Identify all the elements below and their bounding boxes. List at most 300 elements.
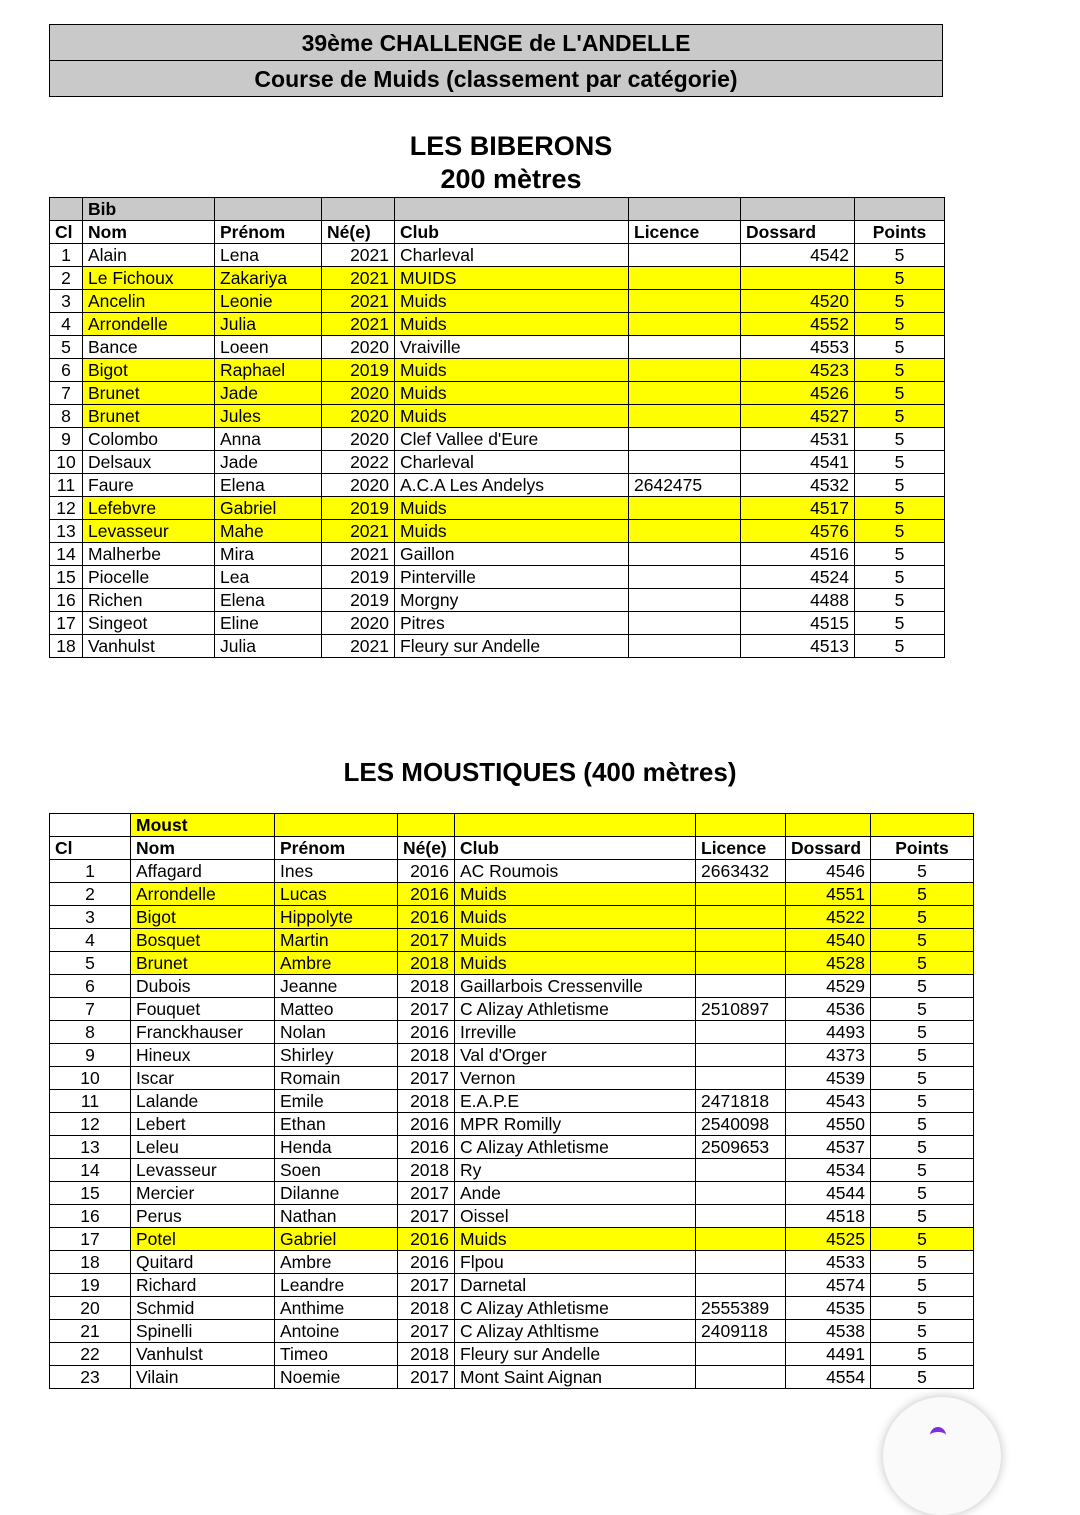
bib-number-cell: 4529 — [786, 975, 871, 998]
points-cell: 5 — [871, 1320, 974, 1343]
column-header: Prénom — [215, 221, 322, 244]
club-cell: Mont Saint Aignan — [455, 1366, 696, 1389]
column-header: Points — [871, 837, 974, 860]
name-cell: Richen — [83, 589, 215, 612]
name-cell: Perus — [131, 1205, 275, 1228]
name-cell: Mercier — [131, 1182, 275, 1205]
points-cell: 5 — [855, 451, 945, 474]
club-cell: Pinterville — [395, 566, 629, 589]
firstname-cell: Mira — [215, 543, 322, 566]
bib-number-cell: 4543 — [786, 1090, 871, 1113]
name-cell: Brunet — [83, 382, 215, 405]
rank-cell: 8 — [50, 1021, 131, 1044]
birthyear-cell: 2021 — [322, 267, 395, 290]
licence-cell — [696, 883, 786, 906]
birthyear-cell: 2017 — [398, 929, 455, 952]
club-cell: Vraiville — [395, 336, 629, 359]
club-cell: MUIDS — [395, 267, 629, 290]
column-header: Club — [395, 221, 629, 244]
name-cell: Lebert — [131, 1113, 275, 1136]
points-cell: 5 — [855, 382, 945, 405]
name-cell: Colombo — [83, 428, 215, 451]
points-cell: 5 — [871, 1021, 974, 1044]
firstname-cell: Julia — [215, 635, 322, 658]
birthyear-cell: 2017 — [398, 1205, 455, 1228]
rank-cell: 13 — [50, 1136, 131, 1159]
bib-number-cell: 4526 — [741, 382, 855, 405]
licence-cell — [696, 1021, 786, 1044]
birthyear-cell: 2020 — [322, 336, 395, 359]
table-row — [50, 860, 974, 883]
birthyear-cell: 2019 — [322, 497, 395, 520]
category-spacer-cell — [50, 814, 131, 837]
birthyear-cell: 2021 — [322, 520, 395, 543]
bib-number-cell: 4533 — [786, 1251, 871, 1274]
firstname-cell: Jules — [215, 405, 322, 428]
category-spacer-cell — [322, 198, 395, 221]
table-row — [50, 290, 945, 313]
column-header: Licence — [696, 837, 786, 860]
points-cell: 5 — [871, 1297, 974, 1320]
bib-number-cell: 4491 — [786, 1343, 871, 1366]
rank-cell: 10 — [50, 451, 83, 474]
points-cell: 5 — [855, 589, 945, 612]
points-cell: 5 — [871, 1205, 974, 1228]
table-row — [50, 1297, 974, 1320]
rank-cell: 9 — [50, 1044, 131, 1067]
name-cell: Ancelin — [83, 290, 215, 313]
table-row — [50, 1159, 974, 1182]
category-label: Bib — [83, 198, 215, 221]
rank-cell: 15 — [50, 566, 83, 589]
firstname-cell: Jade — [215, 451, 322, 474]
name-cell: Bosquet — [131, 929, 275, 952]
name-cell: Lefebvre — [83, 497, 215, 520]
category-spacer-cell — [696, 814, 786, 837]
firstname-cell: Timeo — [275, 1343, 398, 1366]
club-cell: Fleury sur Andelle — [455, 1343, 696, 1366]
edit-fab-button[interactable] — [883, 1397, 1001, 1515]
bib-number-cell: 4513 — [741, 635, 855, 658]
club-cell: Muids — [395, 405, 629, 428]
licence-cell — [629, 612, 741, 635]
licence-cell — [696, 952, 786, 975]
points-cell: 5 — [871, 1067, 974, 1090]
points-cell: 5 — [855, 612, 945, 635]
club-cell: Pitres — [395, 612, 629, 635]
rank-cell: 7 — [50, 998, 131, 1021]
firstname-cell: Romain — [275, 1067, 398, 1090]
category-spacer-cell — [398, 814, 455, 837]
points-cell: 5 — [855, 428, 945, 451]
rank-cell: 14 — [50, 1159, 131, 1182]
rank-cell: 10 — [50, 1067, 131, 1090]
category-spacer-cell — [215, 198, 322, 221]
category-spacer-cell — [786, 814, 871, 837]
rank-cell: 16 — [50, 1205, 131, 1228]
column-header: Nom — [83, 221, 215, 244]
moustiques-body — [50, 814, 974, 1389]
points-cell: 5 — [871, 1044, 974, 1067]
firstname-cell: Hippolyte — [275, 906, 398, 929]
category-row — [50, 814, 974, 837]
licence-cell: 2409118 — [696, 1320, 786, 1343]
rank-cell: 12 — [50, 497, 83, 520]
table-row — [50, 520, 945, 543]
club-cell: Muids — [455, 929, 696, 952]
bib-number-cell: 4542 — [741, 244, 855, 267]
birthyear-cell: 2016 — [398, 906, 455, 929]
name-cell: Arrondelle — [83, 313, 215, 336]
licence-cell — [629, 382, 741, 405]
points-cell: 5 — [871, 906, 974, 929]
table-row — [50, 405, 945, 428]
licence-cell — [696, 1205, 786, 1228]
points-cell: 5 — [871, 998, 974, 1021]
points-cell: 5 — [855, 290, 945, 313]
firstname-cell: Soen — [275, 1159, 398, 1182]
birthyear-cell: 2019 — [322, 566, 395, 589]
table-row — [50, 1205, 974, 1228]
licence-cell — [696, 1366, 786, 1389]
rank-cell: 18 — [50, 1251, 131, 1274]
table-row — [50, 267, 945, 290]
licence-cell — [629, 336, 741, 359]
licence-cell — [629, 405, 741, 428]
bib-number-cell: 4524 — [741, 566, 855, 589]
table-row — [50, 543, 945, 566]
bib-number-cell: 4537 — [786, 1136, 871, 1159]
bib-number-cell: 4538 — [786, 1320, 871, 1343]
biberons-title: LES BIBERONS — [409, 131, 613, 161]
birthyear-cell: 2016 — [398, 860, 455, 883]
bib-number-cell: 4523 — [741, 359, 855, 382]
birthyear-cell: 2016 — [398, 1251, 455, 1274]
points-cell: 5 — [871, 1090, 974, 1113]
licence-cell — [696, 1228, 786, 1251]
bib-number-cell: 4516 — [741, 543, 855, 566]
rank-cell: 21 — [50, 1320, 131, 1343]
birthyear-cell: 2016 — [398, 1113, 455, 1136]
name-cell: Bance — [83, 336, 215, 359]
birthyear-cell: 2020 — [322, 428, 395, 451]
rank-cell: 19 — [50, 1274, 131, 1297]
table-row — [50, 952, 974, 975]
firstname-cell: Nolan — [275, 1021, 398, 1044]
birthyear-cell: 2018 — [398, 1044, 455, 1067]
bib-number-cell: 4539 — [786, 1067, 871, 1090]
category-spacer-cell — [871, 814, 974, 837]
rank-cell: 6 — [50, 359, 83, 382]
table-row — [50, 998, 974, 1021]
points-cell: 5 — [871, 929, 974, 952]
licence-cell — [629, 543, 741, 566]
firstname-cell: Loeen — [215, 336, 322, 359]
table-row — [50, 566, 945, 589]
firstname-cell: Lena — [215, 244, 322, 267]
licence-cell — [696, 1182, 786, 1205]
club-cell: Muids — [455, 952, 696, 975]
firstname-cell: Gabriel — [215, 497, 322, 520]
firstname-cell: Anthime — [275, 1297, 398, 1320]
page-subtitle: Course de Muids (classement par catégorie) — [49, 60, 943, 97]
column-header: Cl — [50, 221, 83, 244]
bib-number-cell: 4552 — [741, 313, 855, 336]
rank-cell: 12 — [50, 1113, 131, 1136]
points-cell: 5 — [871, 975, 974, 998]
table-row — [50, 497, 945, 520]
firstname-cell: Jade — [215, 382, 322, 405]
bib-number-cell: 4520 — [741, 290, 855, 313]
bib-number-cell: 4544 — [786, 1182, 871, 1205]
licence-cell — [629, 267, 741, 290]
column-header: Prénom — [275, 837, 398, 860]
name-cell: Bigot — [131, 906, 275, 929]
table-row — [50, 313, 945, 336]
category-spacer-cell — [855, 198, 945, 221]
club-cell: AC Roumois — [455, 860, 696, 883]
licence-cell: 2540098 — [696, 1113, 786, 1136]
points-cell: 5 — [855, 566, 945, 589]
name-cell: Quitard — [131, 1251, 275, 1274]
table-row — [50, 929, 974, 952]
club-cell: Clef Vallee d'Eure — [395, 428, 629, 451]
points-cell: 5 — [855, 520, 945, 543]
licence-cell: 2510897 — [696, 998, 786, 1021]
birthyear-cell: 2019 — [322, 359, 395, 382]
licence-cell — [629, 566, 741, 589]
points-cell: 5 — [871, 1113, 974, 1136]
rank-cell: 3 — [50, 290, 83, 313]
bib-number-cell: 4535 — [786, 1297, 871, 1320]
name-cell: Schmid — [131, 1297, 275, 1320]
birthyear-cell: 2016 — [398, 1021, 455, 1044]
table-row — [50, 1251, 974, 1274]
rank-cell: 22 — [50, 1343, 131, 1366]
rank-cell: 11 — [50, 474, 83, 497]
table-row — [50, 1274, 974, 1297]
birthyear-cell: 2021 — [322, 313, 395, 336]
page-title: 39ème CHALLENGE de L'ANDELLE — [49, 24, 943, 61]
table-row — [50, 1366, 974, 1389]
bib-number-cell: 4576 — [741, 520, 855, 543]
bib-number-cell: 4522 — [786, 906, 871, 929]
name-cell: Potel — [131, 1228, 275, 1251]
name-cell: Bigot — [83, 359, 215, 382]
column-header: Né(e) — [398, 837, 455, 860]
table-row — [50, 1343, 974, 1366]
birthyear-cell: 2017 — [398, 998, 455, 1021]
table-row — [50, 1044, 974, 1067]
category-label: Moust — [131, 814, 275, 837]
category-spacer-cell — [455, 814, 696, 837]
table-row — [50, 612, 945, 635]
birthyear-cell: 2016 — [398, 1228, 455, 1251]
birthyear-cell: 2020 — [322, 405, 395, 428]
firstname-cell: Ambre — [275, 1251, 398, 1274]
points-cell: 5 — [871, 1159, 974, 1182]
club-cell: Morgny — [395, 589, 629, 612]
table-row — [50, 589, 945, 612]
firstname-cell: Dilanne — [275, 1182, 398, 1205]
rank-cell: 6 — [50, 975, 131, 998]
points-cell: 5 — [871, 1228, 974, 1251]
rank-cell: 20 — [50, 1297, 131, 1320]
bib-number-cell — [741, 267, 855, 290]
rank-cell: 17 — [50, 612, 83, 635]
category-spacer-cell — [50, 198, 83, 221]
club-cell: Val d'Orger — [455, 1044, 696, 1067]
rank-cell: 9 — [50, 428, 83, 451]
birthyear-cell: 2018 — [398, 1297, 455, 1320]
rank-cell: 7 — [50, 382, 83, 405]
table-row — [50, 883, 974, 906]
points-cell: 5 — [855, 474, 945, 497]
firstname-cell: Raphael — [215, 359, 322, 382]
firstname-cell: Gabriel — [275, 1228, 398, 1251]
name-cell: Brunet — [131, 952, 275, 975]
points-cell: 5 — [871, 1343, 974, 1366]
points-cell: 5 — [871, 1274, 974, 1297]
bib-number-cell: 4541 — [741, 451, 855, 474]
column-header: Né(e) — [322, 221, 395, 244]
birthyear-cell: 2016 — [398, 1136, 455, 1159]
bib-number-cell: 4373 — [786, 1044, 871, 1067]
name-cell: Vilain — [131, 1366, 275, 1389]
club-cell: Irreville — [455, 1021, 696, 1044]
biberons-distance: 200 mètres — [440, 164, 582, 194]
bib-number-cell: 4493 — [786, 1021, 871, 1044]
bib-number-cell: 4551 — [786, 883, 871, 906]
firstname-cell: Anna — [215, 428, 322, 451]
club-cell: C Alizay Athltisme — [455, 1320, 696, 1343]
club-cell: Muids — [455, 906, 696, 929]
licence-cell — [696, 1251, 786, 1274]
biberons-table — [49, 197, 945, 658]
club-cell: Oissel — [455, 1205, 696, 1228]
birthyear-cell: 2018 — [398, 975, 455, 998]
table-row — [50, 1067, 974, 1090]
name-cell: Hineux — [131, 1044, 275, 1067]
birthyear-cell: 2019 — [322, 589, 395, 612]
firstname-cell: Elena — [215, 589, 322, 612]
rank-cell: 16 — [50, 589, 83, 612]
points-cell: 5 — [855, 244, 945, 267]
column-header: Licence — [629, 221, 741, 244]
firstname-cell: Noemie — [275, 1366, 398, 1389]
points-cell: 5 — [855, 313, 945, 336]
category-spacer-cell — [275, 814, 398, 837]
table-row — [50, 1090, 974, 1113]
table-row — [50, 1228, 974, 1251]
firstname-cell: Martin — [275, 929, 398, 952]
points-cell: 5 — [855, 405, 945, 428]
birthyear-cell: 2018 — [398, 1090, 455, 1113]
points-cell: 5 — [871, 1251, 974, 1274]
firstname-cell: Lucas — [275, 883, 398, 906]
club-cell: Muids — [395, 359, 629, 382]
club-cell: C Alizay Athletisme — [455, 1136, 696, 1159]
firstname-cell: Mahe — [215, 520, 322, 543]
table-row — [50, 244, 945, 267]
bib-number-cell: 4536 — [786, 998, 871, 1021]
firstname-cell: Elena — [215, 474, 322, 497]
club-cell: Charleval — [395, 244, 629, 267]
licence-cell — [696, 1274, 786, 1297]
club-cell: E.A.P.E — [455, 1090, 696, 1113]
biberons-body — [50, 198, 945, 658]
bib-number-cell: 4517 — [741, 497, 855, 520]
licence-cell — [696, 975, 786, 998]
name-cell: Levasseur — [131, 1159, 275, 1182]
licence-cell: 2509653 — [696, 1136, 786, 1159]
birthyear-cell: 2017 — [398, 1274, 455, 1297]
table-row — [50, 1182, 974, 1205]
name-cell: Richard — [131, 1274, 275, 1297]
moustiques-title: LES MOUSTIQUES (400 mètres) — [343, 757, 737, 787]
birthyear-cell: 2018 — [398, 1159, 455, 1182]
bib-number-cell: 4531 — [741, 428, 855, 451]
firstname-cell: Leandre — [275, 1274, 398, 1297]
column-header-row — [50, 837, 974, 860]
firstname-cell: Ambre — [275, 952, 398, 975]
club-cell: MPR Romilly — [455, 1113, 696, 1136]
club-cell: Darnetal — [455, 1274, 696, 1297]
firstname-cell: Ines — [275, 860, 398, 883]
firstname-cell: Henda — [275, 1136, 398, 1159]
name-cell: Franckhauser — [131, 1021, 275, 1044]
bib-number-cell: 4525 — [786, 1228, 871, 1251]
licence-cell: 2471818 — [696, 1090, 786, 1113]
name-cell: Dubois — [131, 975, 275, 998]
birthyear-cell: 2020 — [322, 474, 395, 497]
category-spacer-cell — [741, 198, 855, 221]
name-cell: Faure — [83, 474, 215, 497]
rank-cell: 17 — [50, 1228, 131, 1251]
licence-cell — [629, 428, 741, 451]
bib-number-cell: 4518 — [786, 1205, 871, 1228]
rank-cell: 4 — [50, 929, 131, 952]
bib-number-cell: 4532 — [741, 474, 855, 497]
birthyear-cell: 2022 — [322, 451, 395, 474]
firstname-cell: Julia — [215, 313, 322, 336]
name-cell: Le Fichoux — [83, 267, 215, 290]
rank-cell: 1 — [50, 244, 83, 267]
club-cell: Gaillon — [395, 543, 629, 566]
points-cell: 5 — [855, 497, 945, 520]
name-cell: Spinelli — [131, 1320, 275, 1343]
rank-cell: 5 — [50, 336, 83, 359]
firstname-cell: Matteo — [275, 998, 398, 1021]
table-row — [50, 635, 945, 658]
birthyear-cell: 2020 — [322, 612, 395, 635]
birthyear-cell: 2017 — [398, 1366, 455, 1389]
rank-cell: 23 — [50, 1366, 131, 1389]
rank-cell: 11 — [50, 1090, 131, 1113]
licence-cell — [696, 929, 786, 952]
category-row — [50, 198, 945, 221]
birthyear-cell: 2021 — [322, 543, 395, 566]
column-header: Dossard — [741, 221, 855, 244]
name-cell: Arrondelle — [131, 883, 275, 906]
column-header: Nom — [131, 837, 275, 860]
rank-cell: 15 — [50, 1182, 131, 1205]
firstname-cell: Antoine — [275, 1320, 398, 1343]
bib-number-cell: 4488 — [741, 589, 855, 612]
club-cell: Muids — [455, 1228, 696, 1251]
table-row — [50, 382, 945, 405]
firstname-cell: Eline — [215, 612, 322, 635]
